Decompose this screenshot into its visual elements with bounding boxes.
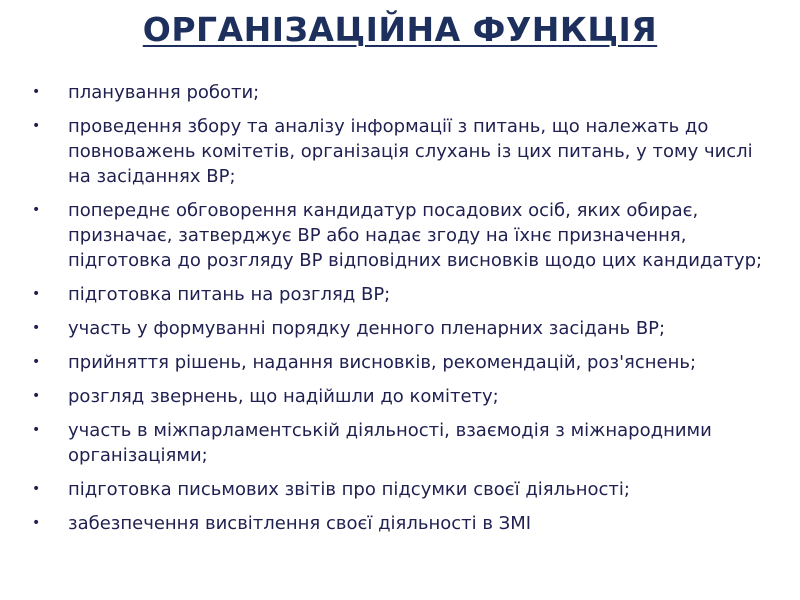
bullet-icon: • xyxy=(32,202,41,218)
list-item-text: забезпечення висвітлення своєї діяльності в ЗМІ xyxy=(68,513,532,534)
bullet-icon: • xyxy=(32,320,41,336)
list-item-text: участь у формуванні порядку денного пленарних засідань ВР; xyxy=(68,318,666,339)
list-item xyxy=(30,80,780,105)
list-item-text: підготовка питань на розгляд ВР; xyxy=(68,284,391,305)
bullet-list xyxy=(30,80,780,545)
list-item-text: планування роботи; xyxy=(68,82,260,103)
bullet-icon: • xyxy=(32,286,41,302)
bullet-icon: • xyxy=(32,515,41,531)
list-item-text: підготовка письмових звітів про підсумки своєї діяльності; xyxy=(68,479,630,500)
list-item-text: розгляд звернень, що надійшли до комітету; xyxy=(68,386,499,407)
list-item-text: попереднє обговорення кандидатур посадових осіб, яких обирає, призначає, затверджує ВР або надає згоду на їхнє призначення, підготовка до розгляду ВР відповідних висновків щодо цих кандидатур; xyxy=(68,200,763,271)
slide-title: ОРГАНІЗАЦІЙНА ФУНКЦІЯ xyxy=(142,10,658,49)
list-item xyxy=(30,384,780,409)
list-item xyxy=(30,350,780,375)
list-item xyxy=(30,198,780,273)
bullet-icon: • xyxy=(32,118,41,134)
list-item xyxy=(30,316,780,341)
bullet-icon: • xyxy=(32,84,41,100)
list-item xyxy=(30,282,780,307)
bullet-icon: • xyxy=(32,481,41,497)
bullet-icon: • xyxy=(32,422,41,438)
list-item xyxy=(30,114,780,189)
list-item xyxy=(30,418,780,468)
bullet-icon: • xyxy=(32,388,41,404)
list-item-text: участь в міжпарламентській діяльності, взаємодія з міжнародними організаціями; xyxy=(68,420,712,466)
list-item-text: прийняття рішень, надання висновків, рекомендацій, роз'яснень; xyxy=(68,352,697,373)
list-item xyxy=(30,477,780,502)
bullet-icon: • xyxy=(32,354,41,370)
list-item-text: проведення збору та аналізу інформації з питань, що належать до повноважень комітетів, організація слухань із цих питань, у тому числі на засіданнях ВР; xyxy=(68,116,753,187)
list-item xyxy=(30,511,780,536)
